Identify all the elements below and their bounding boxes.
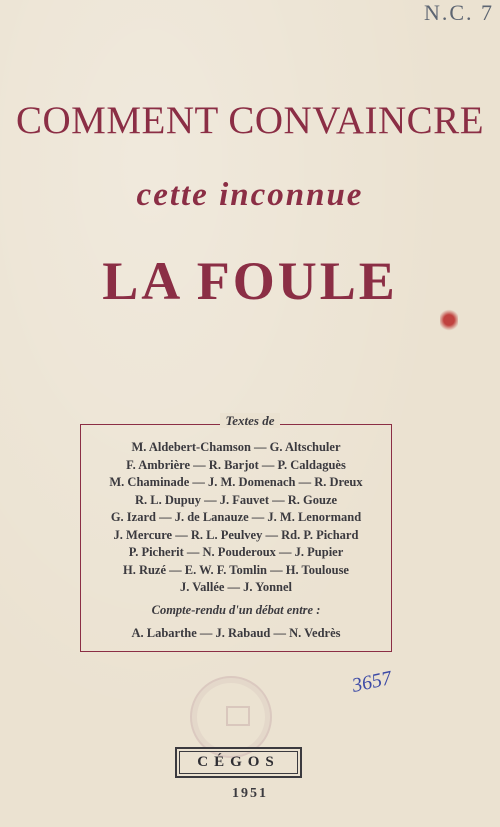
contributors-heading-wrap xyxy=(0,412,500,430)
stamp-center-icon xyxy=(226,706,250,726)
debate-heading: Compte-rendu d'un débat entre : xyxy=(151,603,321,617)
contributor-line: M. Chaminade — J. M. Domenach — R. Dreux xyxy=(109,475,363,489)
publication-year: 1951 xyxy=(232,786,268,801)
contributor-line: F. Ambrière — R. Barjot — P. Caldaguès xyxy=(126,457,346,472)
publisher-label: CÉGOS xyxy=(175,747,302,778)
contributor-line: R. L. Dupuy — J. Fauvet — R. Gouze xyxy=(134,492,338,507)
contributor-line: J. Vallée — J. Yonnel xyxy=(179,580,293,594)
contributors-heading: Textes de xyxy=(220,413,281,428)
contributor-line: G. Izard — J. de Lanauze — J. M. Lenormand xyxy=(110,510,362,524)
debate-names: A. Labarthe — J. Rabaud — N. Vedrès xyxy=(131,626,341,640)
contributor-line: M. Aldebert-Chamson — G. Altschuler xyxy=(131,440,341,454)
contributors-list xyxy=(80,439,392,597)
title-line-3: LA FOULE xyxy=(102,251,398,311)
title-line-2: cette inconnue xyxy=(136,177,364,213)
contributor-line: J. Mercure — R. L. Peulvey — Rd. P. Pichard xyxy=(113,527,359,542)
red-ink-mark xyxy=(440,308,458,332)
handwritten-number: 3657 xyxy=(350,667,394,697)
contributor-line: P. Picherit — N. Pouderoux — J. Pupier xyxy=(128,545,344,559)
contributor-line: H. Ruzé — E. W. F. Tomlin — H. Toulouse xyxy=(122,562,349,577)
handwritten-catalog-note: N.C. 7 xyxy=(423,0,494,25)
title-line-1: COMMENT CONVAINCRE xyxy=(15,99,485,142)
